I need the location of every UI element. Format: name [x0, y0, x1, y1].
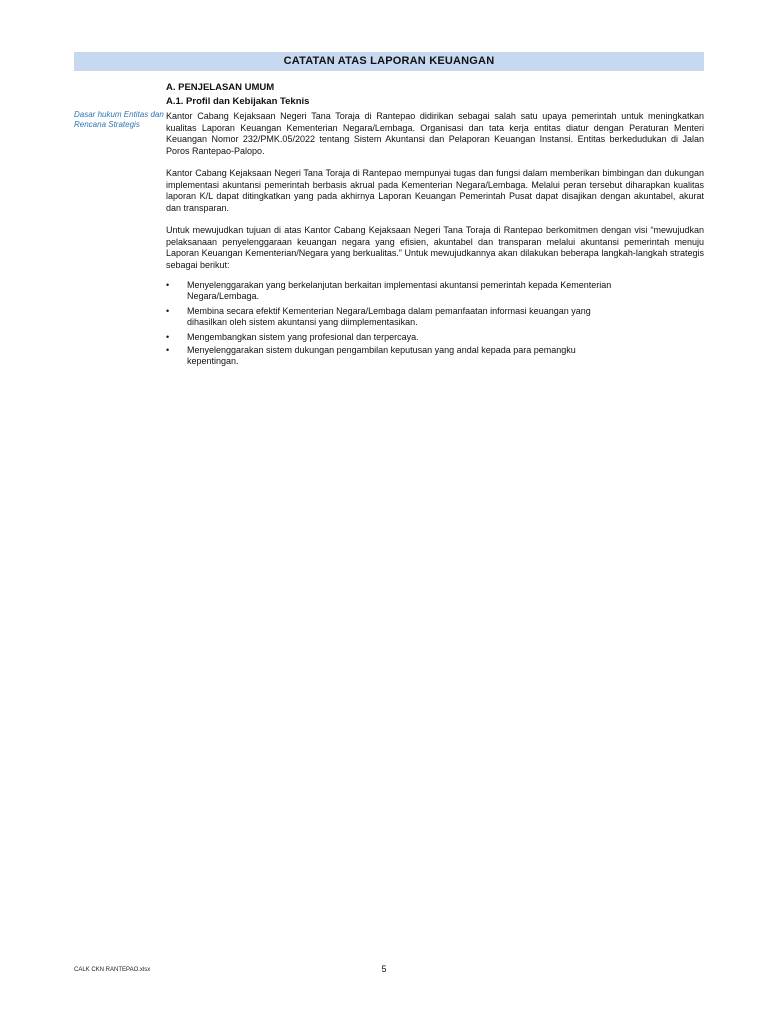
- paragraph-vision: Untuk mewujudkan tujuan di atas Kantor Cabang Kejaksaan Negeri Tana Toraja di Rantepao berkomitmen dengan visi “mewujudkan pelaksanaan penyelenggaraan keuangan negara yang efisien, akuntabel dan transparan melalui akuntansi pemerintah menuju Laporan Keuangan Kementerian/Negara yang berkualitas.” Untuk mewujudkannya akan dilakukan beberapa langkah-langkah strategis sebagai berikut:: [166, 225, 704, 270]
- list-item: [166, 280, 626, 302]
- paragraph-profile: Kantor Cabang Kejaksaan Negeri Tana Toraja di Rantepao didirikan sebagai salah satu upaya pemerintah untuk meningkatkan kualitas Laporan Keuangan Kementerian Negara/Lembaga. Organisasi dan tata kerja entitas diatur dengan Peraturan Menteri Keuangan Nomor 232/PMK.05/2022 tentang Sistem Akuntansi dan Pelaporan Keuangan Instansi. Entitas berkedudukan di Jalan Poros Rantepao-Palopo.: [166, 111, 704, 156]
- content-body: [166, 82, 704, 371]
- bullet-icon: •: [166, 280, 170, 290]
- list-item-text: Menyelenggarakan yang berkelanjutan berkaitan implementasi akuntansi pemerintah kepada Kementerian Negara/Lembaga.: [187, 280, 612, 301]
- list-item: [166, 306, 626, 328]
- list-item: [166, 345, 626, 367]
- document-title: CATATAN ATAS LAPORAN KEUANGAN: [74, 52, 704, 71]
- paragraph-tasks: Kantor Cabang Kejaksaan Negeri Tana Toraja di Rantepao mempunyai tugas dan fungsi dalam memberikan bimbingan dan dukungan implementasi akuntansi pemerintah berbasis akrual pada Kementerian Negara/Lembaga. Melalui peran tersebut diharapkan kualitas laporan K/L dapat ditingkatkan yang pada akhirnya Laporan Keuangan Pemerintah Pusat dapat disajikan dengan akuntabel, akurat dan transparan.: [166, 168, 704, 213]
- bullet-icon: •: [166, 332, 170, 342]
- strategy-list: [166, 280, 626, 367]
- list-item-text: Menyelenggarakan sistem dukungan pengambilan keputusan yang andal kepada para pemangku kepentingan.: [187, 345, 576, 366]
- side-note: Dasar hukum Entitas dan Rencana Strategis: [74, 110, 164, 129]
- footer-filename: CALK CKN RANTEPAO.xlsx: [74, 967, 151, 973]
- bullet-icon: •: [166, 306, 170, 316]
- bullet-icon: •: [166, 345, 170, 355]
- page-number: 5: [381, 964, 387, 974]
- list-item-text: Mengembangkan sistem yang profesional dan terpercaya.: [187, 332, 419, 342]
- section-subheading: A.1. Profil dan Kebijakan Teknis: [166, 96, 310, 107]
- list-item: [166, 332, 626, 343]
- section-heading: A. PENJELASAN UMUM: [166, 82, 275, 93]
- list-item-text: Membina secara efektif Kementerian Negara/Lembaga dalam pemanfaatan informasi keuangan yang dihasilkan oleh sistem akuntansi yang diimplementasikan.: [187, 306, 591, 327]
